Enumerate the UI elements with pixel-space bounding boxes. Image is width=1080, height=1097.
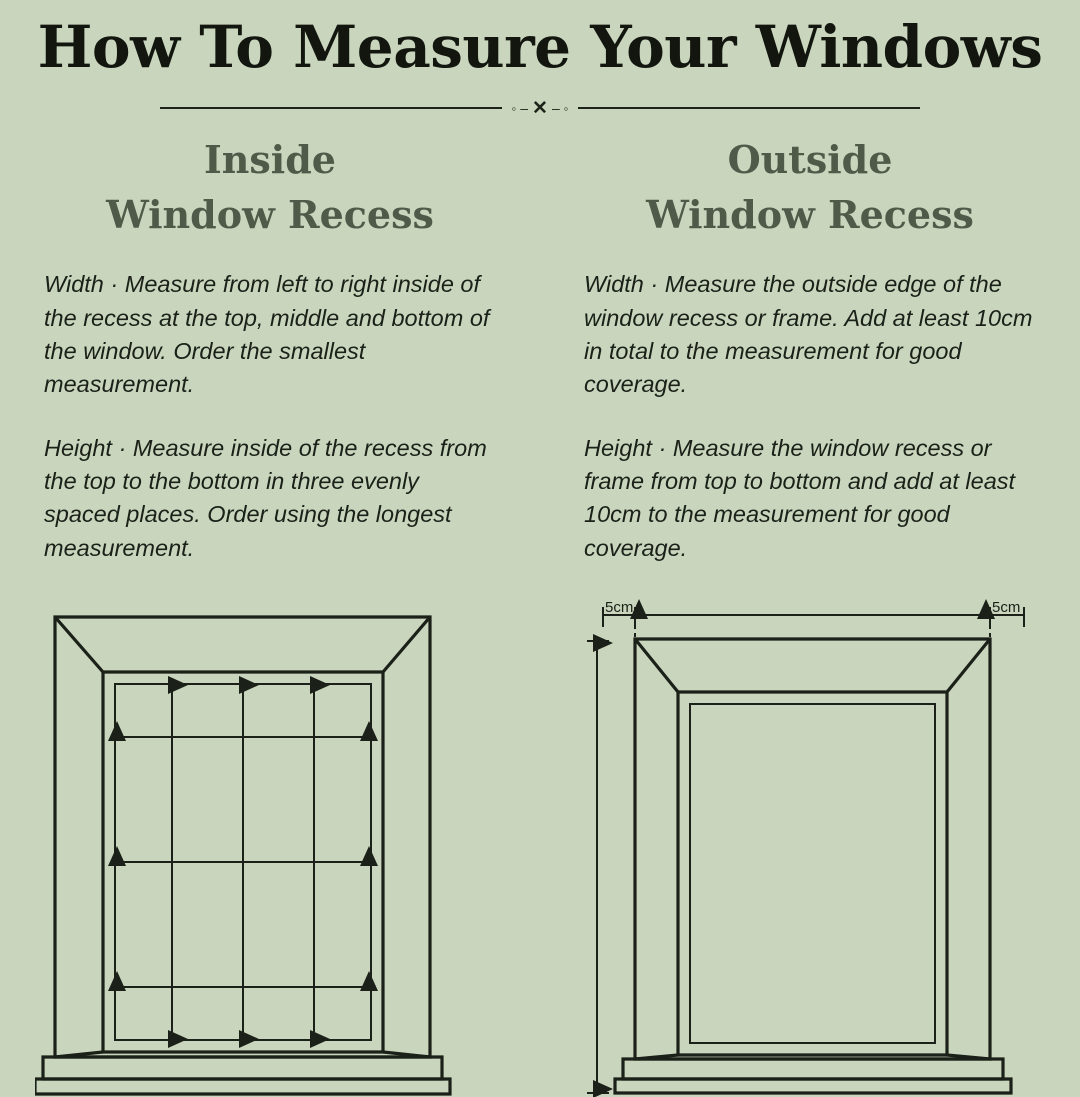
ornament-dot-left-icon: ◦ [511,100,517,116]
ornament-dot-right-icon: ◦ [563,100,569,116]
diagram-cell-outside [540,597,1080,1097]
outside-recess-window-diagram [575,597,1045,1097]
inside-recess-window-diagram [35,597,505,1097]
window-outer-frame [635,639,990,1059]
diagram-cell-inside [0,597,540,1097]
divider-rule-left [160,107,502,109]
column-body-inside [34,268,506,565]
column-heading-outside-line1: Outside [727,137,893,182]
ornament-x-icon: ✕ [532,97,548,119]
bevel-top-left [635,639,678,692]
column-inside-recess [0,132,540,595]
column-heading-outside [574,132,1046,242]
ornament-dash-right-icon: – [551,100,560,116]
divider-ornament [502,99,579,118]
label-5cm-left: 5cm [605,599,634,617]
divider-rule-right [578,107,920,109]
ornament-dash-left-icon: – [520,100,529,116]
paragraph-inside-height: Height · Measure inside of the recess from the top to the bottom in three evenly spaced places. Order using the longest measurement. [44,434,487,561]
window-sill-bottom [615,1079,1011,1093]
paragraph-outside-height: Height · Measure the window recess or frame from top to bottom and add at least 10cm to the measurement for good coverage. [584,434,1016,561]
window-sill-top [623,1059,1003,1079]
column-body-outside [574,268,1046,565]
content-columns [0,132,1080,595]
paragraph-inside-width: Width · Measure from left to right inside of the recess at the top, middle and bottom of the window. Order the smallest measurement. [44,271,490,398]
page-title: How To Measure Your Windows [37,13,1043,81]
bevel-top-left [55,617,103,672]
window-sill-bottom [35,1079,450,1094]
diagram-row [0,597,1080,1097]
bevel-top-right [383,617,430,672]
column-heading-inside [34,132,506,242]
label-5cm-right: 5cm [992,599,1021,617]
window-inner-recess [678,692,947,1055]
column-heading-inside-line1: Inside [204,137,336,182]
window-sill-top [43,1057,442,1079]
column-heading-outside-line2: Window Recess [646,192,974,238]
column-outside-recess [540,132,1080,595]
window-pane [690,704,935,1043]
decorative-divider [160,98,920,118]
paragraph-outside-width: Width · Measure the outside edge of the window recess or frame. Add at least 10cm in total to the measurement for good coverage. [584,271,1033,398]
bevel-top-right [947,639,990,692]
column-heading-inside-line2: Window Recess [106,192,434,238]
